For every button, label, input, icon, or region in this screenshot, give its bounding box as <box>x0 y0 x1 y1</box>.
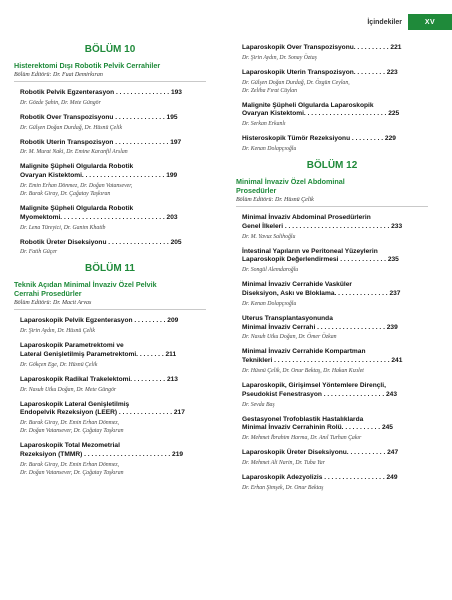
toc-entry-authors: Dr. Gülşen Doğan Durdağ, Dr. Hüsnü Çelik <box>20 124 123 131</box>
toc-entry-title: Laparoskopik Parametrektomi ve Lateral Genişletilmiş Parametrektomi. . . . . . . . 211 <box>20 342 177 358</box>
toc-entry[interactable] <box>242 382 428 409</box>
toc-entry[interactable] <box>242 248 428 275</box>
toc-entry-title: Laparoskopik Adezyolizis . . . . . . . . . . . . . . . . . 249 <box>242 473 398 481</box>
toc-entry-title: Malignite Şüpheli Olgularda Robotik Ovaryan Kistektomi. . . . . . . . . . . . . . . . . . . . . . . 199 <box>20 163 178 180</box>
toc-entry[interactable] <box>20 205 206 232</box>
toc-entry-authors: Dr. Şirin Aydın, Dr. Sonay Öztaş <box>242 54 317 61</box>
toc-entry-authors: Dr. Kenan Dolapçıoğlu <box>242 145 297 152</box>
toc-entry-title: Uterus Transplantasyonunda Minimal İnvaziv Cerrahi . . . . . . . . . . . . . . . . . . . 239 <box>242 314 398 331</box>
section-editor-b10: Bölüm Editörü: Dr. Fuat Demirkıran <box>14 72 103 78</box>
divider <box>14 309 206 310</box>
toc-entry-title: Minimal İnvaziv Abdominal Prosedürlerin Genel İlkeleri . . . . . . . . . . . . . . . . . . . . . . . . . . . . . 233 <box>242 213 403 230</box>
toc-entry-title: Robotik Üreter Diseksiyonu . . . . . . . . . . . . . . . . . 205 <box>20 238 182 246</box>
toc-entry-authors: Dr. Zeliha Fırat Cüylan <box>242 87 298 94</box>
toc-entry-authors: Dr. Kenan Dolapçıoğlu <box>242 300 297 307</box>
toc-entry-authors: Dr. Mehmet Ali Narin, Dr. Tuba Yar <box>242 459 325 466</box>
toc-entry-authors: Dr. Hüsnü Çelik, Dr. Onur Bektaş, Dr. Hakan Kızılet <box>242 367 364 374</box>
toc-entry[interactable] <box>242 135 428 153</box>
toc-entry-title: Laparoskopik Radikal Trakelektomi. . . . . . . . . . 213 <box>20 375 178 383</box>
toc-entry[interactable] <box>20 401 206 436</box>
toc-entry-authors: Dr. Nasuh Utku Doğan, Dr. Ömer Özkan <box>242 334 337 341</box>
toc-entry[interactable] <box>20 342 206 369</box>
toc-entry[interactable] <box>20 442 206 477</box>
toc-entry[interactable] <box>20 317 206 335</box>
toc-entry-authors: Dr. Burak Giray, Dr. Çağatay Taşkıran <box>20 190 111 197</box>
section-editor-b12: Bölüm Editörü: Dr. Hüsnü Çelik <box>236 196 314 203</box>
toc-entry-title: Minimal İnvaziv Cerrahide Vasküler Diseksiyon, Askı ve Bloklama. . . . . . . . . . . . . . . 237 <box>242 281 401 297</box>
toc-entry-title: Robotik Over Transpozisyonu . . . . . . . . . . . . . . 195 <box>20 113 178 121</box>
toc-entry-authors: Dr. Emin Erhan Dönmez, Dr. Doğan Vatansever, <box>20 182 133 189</box>
section-main-b10: Histerektomi Dışı Robotik Pelvik Cerrahiler <box>14 61 161 70</box>
toc-entry-authors: Dr. Gözde Şahin, Dr. Mete Güngör <box>20 99 101 106</box>
toc-entry-title: Laparoskopik, Girişimsel Yöntemlere Dirençli, Pseudokist Fenestrasyon . . . . . . . . . . . . . . . . . 243 <box>242 381 398 398</box>
toc-entry-authors: Dr. M. Yavuz Salihoğlu <box>242 233 296 240</box>
toc-entry[interactable] <box>242 281 428 308</box>
toc-entry-authors: Dr. Burak Giray, Dr. Emin Erhan Dönmez, <box>20 461 120 468</box>
toc-entry[interactable] <box>20 163 206 198</box>
toc-entry-authors: Dr. Burak Giray, Dr. Emin Erhan Dönmez, <box>20 420 120 427</box>
toc-entry[interactable] <box>242 69 428 95</box>
toc-entry[interactable] <box>20 239 206 257</box>
section-title-b10: BÖLÜM 10 <box>84 44 136 55</box>
toc-entry[interactable] <box>242 102 428 129</box>
toc-entry-authors: Dr. Fatih Güçer <box>20 249 58 256</box>
toc-entry-title: Laparoskopik Over Transpozisyonu. . . . . . . . . . 221 <box>242 44 402 51</box>
section-title-b11: BÖLÜM 11 <box>84 263 135 275</box>
toc-entry-title: Laparoskopik Lateral Genişletilmiş Endopelvik Rezeksiyon (LEER) . . . . . . . . . . . . . . . 217 <box>20 400 185 417</box>
toc-entry-title: Robotik Uterin Transpozisyon . . . . . . . . . . . . . . . 197 <box>20 138 182 146</box>
toc-entry-title: Laparoskopik Uterin Transpozisyon. . . . . . . . . 223 <box>242 68 398 76</box>
toc-entry-title: Malignite Şüpheli Olgularda Laparoskopik Ovaryan Kistektomi. . . . . . . . . . . . . . . . . . . . . . . 225 <box>242 101 400 118</box>
toc-entry-title: Minimal İnvaziv Cerrahide Kompartman Teknikleri . . . . . . . . . . . . . . . . . . . . . . . . . . . . . . . . 241 <box>242 348 403 365</box>
toc-entry-title: Laparoskopik Pelvik Egzenterasyon . . . . . . . . . 209 <box>20 317 179 325</box>
toc-entry[interactable] <box>242 315 428 342</box>
toc-entry-title: Laparoskopik Üreter Diseksiyonu. . . . . . . . . . . 247 <box>242 449 399 457</box>
toc-entry-authors: Dr. Erhan Şimşek, Dr. Onur Bektaş <box>242 484 324 491</box>
section-title-b12: BÖLÜM 12 <box>306 159 358 171</box>
divider <box>14 81 206 82</box>
toc-entry[interactable] <box>20 139 206 157</box>
toc-entry[interactable] <box>242 214 428 241</box>
toc-entry-authors: Dr. Doğan Vatansever, Dr. Çağatay Taşkıran <box>20 469 124 476</box>
toc-entry-authors: Dr. Doğan Vatansever, Dr. Çağatay Taşkıran <box>20 428 124 435</box>
toc-entry[interactable] <box>242 416 428 443</box>
section-main-b12: Minimal İnvaziv Özel Abdominal Prosedürler <box>236 176 345 195</box>
toc-entry-title: Malignite Şüpheli Olgularda Robotik Myomektomi. . . . . . . . . . . . . . . . . . . . . . . . . . . . . 203 <box>20 204 178 221</box>
toc-entry-authors: Dr. Gülşen Doğan Durdağ, Dr. Özgün Ceylan, <box>242 79 350 86</box>
toc-entry[interactable] <box>242 44 428 62</box>
toc-entry[interactable] <box>242 449 428 467</box>
toc-entry-title: İntestinal Yapıların ve Peritoneal Yüzeylerin Laparoskopik Değerlendirmesi . . . . . . . . . . . . . 235 <box>242 247 399 264</box>
toc-entry-authors: Dr. Lena Türeyici, Dr. Ganim Khatib <box>20 224 106 231</box>
toc-entry-title: Robotik Pelvik Egzenterasyon . . . . . . . . . . . . . . . 193 <box>20 89 182 96</box>
divider <box>236 206 428 207</box>
left-column <box>14 44 206 484</box>
page-header <box>367 14 452 30</box>
toc-entry-authors: Dr. Gökçen Ege, Dr. Hüsnü Çelik <box>20 361 98 368</box>
toc-entry-title: Laparoskopik Total Mezometrial Rezeksiyon (TMMR) . . . . . . . . . . . . . . . . . . . . . . . . 219 <box>20 442 184 458</box>
toc-entry[interactable] <box>20 89 206 107</box>
right-column <box>236 44 428 499</box>
toc-entry[interactable] <box>20 114 206 132</box>
toc-entry-authors: Dr. Mehmet İbrahim Harma, Dr. Anıl Turhan Çakır <box>242 435 362 442</box>
toc-entry-title: Histeroskopik Tümör Rezeksiyonu . . . . . . . . . 229 <box>242 135 396 143</box>
toc-entry-authors: Dr. Nasuh Utku Doğan, Dr. Mete Güngör <box>20 386 117 393</box>
page-number-badge: XV <box>408 14 452 30</box>
toc-entry[interactable] <box>242 474 428 492</box>
toc-entry-title: Gestasyonel Trofoblastik Hastalıklarda Minimal İnvaziv Cerrahinin Rolü. . . . . . . . . . . 245 <box>242 415 393 432</box>
toc-entry[interactable] <box>242 348 428 375</box>
toc-entry-authors: Dr. Sevda Baş <box>242 401 275 408</box>
toc-entry-authors: Dr. M. Murat Naki, Dr. Emine Karanfil Arslan <box>20 149 128 156</box>
toc-entry-authors: Dr. Şirin Aydın, Dr. Hüsnü Çelik <box>20 328 95 335</box>
header-title: İçindekiler <box>367 18 402 26</box>
section-editor-b11: Bölüm Editörü: Dr. Macit Arvas <box>14 300 92 307</box>
section-main-b11: Teknik Açıdan Minimal İnvaziv Özel Pelvik Cerrahi Prosedürler <box>14 280 157 299</box>
toc-entry-authors: Dr. Songül Alemdaroğlu <box>242 267 299 274</box>
toc-entry[interactable] <box>20 376 206 394</box>
toc-entry-authors: Dr. Serkan Erkanlı <box>242 121 286 128</box>
